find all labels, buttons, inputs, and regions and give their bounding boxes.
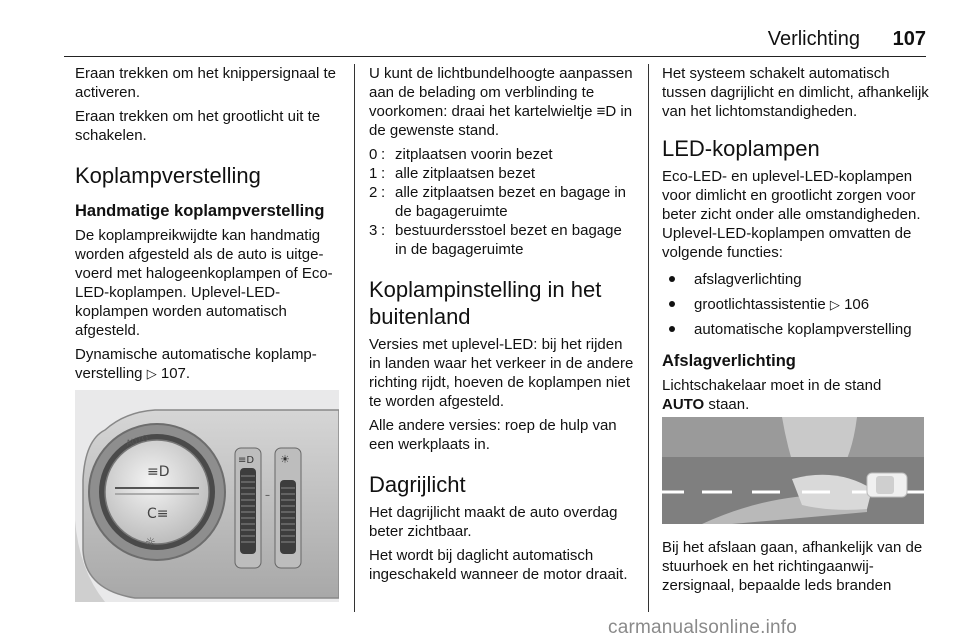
header-rule	[64, 56, 926, 57]
paragraph: Het dagrijlicht maakt de auto overdag beter zichtbaar.	[369, 504, 618, 540]
list-item: grootlichtassistentie ▷ 106	[662, 295, 932, 314]
paragraph-with-icon	[369, 64, 637, 140]
paragraph: Eco-LED- en uplevel-LED-koplampen voor dimlicht en grootlicht zorgen voor beter zicht onder alle omstandigheden. Uplevel-LED-koplampen omvatten de volgende functies:	[662, 168, 921, 261]
auto-label: AUTO	[662, 396, 705, 413]
page-ref-link[interactable]: 107.	[160, 365, 191, 382]
page-ref-icon: ▷	[829, 297, 840, 312]
list-item: 3 : bestuurdersstoel bezet en bagage in de bagageruimte	[369, 222, 622, 258]
column-right-continued	[662, 538, 932, 600]
paragraph: Het systeem schakelt automatisch tussen dagrijlicht en dimlicht, afhankelijk van het lichtomstandigheden.	[662, 65, 929, 120]
paragraph-text: Dynamische automatische koplampverstelling	[75, 346, 317, 382]
light-switch-illustration	[75, 390, 339, 602]
heading-led-koplampen: LED-koplampen	[662, 136, 820, 161]
list-item: 0 : zitplaatsen voorin bezet	[369, 146, 553, 163]
rear-fog-icon: C≡	[147, 506, 169, 522]
subheading-handmatige: Handmatige koplampverstelling	[75, 202, 325, 220]
list-item: 1 : alle zitplaatsen bezet	[369, 165, 536, 182]
paragraph: Het wordt bij daglicht automatisch ingeschakeld wanneer de motor draait.	[369, 547, 628, 583]
front-fog-icon: ≡D	[147, 464, 170, 480]
heading-buitenland: Koplampinstelling in het buitenland	[369, 277, 602, 329]
feature-list	[662, 270, 932, 339]
paragraph: Versies met uplevel-LED: bij het rijden in landen waar het verkeer in de andere richting rijdt, hoeven de koplampen niet te worden afgesteld.	[369, 336, 634, 410]
page-header	[64, 28, 926, 56]
dash-mark: –	[265, 490, 270, 501]
paragraph-text: U kunt de lichtbundelhoogte aanpassen aan de belading om verblinding te voorkomen: draai het kartelwieltje	[369, 65, 633, 120]
column-middle	[369, 64, 637, 589]
paragraph: Eraan trekken om het knippersignaal te activeren.	[75, 65, 336, 101]
paragraph: Alle andere versies: roep de hulp van een werkplaats in.	[369, 417, 617, 453]
column-divider	[354, 64, 355, 612]
heading-dagrijlicht: Dagrijlicht	[369, 472, 466, 497]
list-item: 2 : alle zitplaatsen bezet en bagage in de bagageruimte	[369, 184, 627, 220]
watermark: carmanualsonline.info	[608, 617, 798, 638]
page-ref-link[interactable]: 106	[844, 296, 870, 313]
load-position-list	[369, 145, 637, 259]
section-title: Verlichting	[767, 28, 860, 50]
paragraph-text: in de gewenste stand.	[369, 103, 633, 139]
headlight-range-icon: ≡D	[596, 103, 617, 120]
headlight-range-icon: ≡D	[238, 455, 255, 466]
heading-koplampverstelling: Koplampverstelling	[75, 163, 261, 188]
page-number: 107	[892, 28, 926, 50]
subheading-afslagverlichting: Afslagverlichting	[662, 352, 796, 370]
knob-label-auto: AUTO	[125, 433, 150, 448]
column-left	[75, 64, 343, 388]
page-ref-icon: ▷	[146, 366, 157, 381]
list-item: automatische koplampverstelling	[662, 320, 932, 339]
paragraph-with-bold: Lichtschakelaar moet in de stand AUTO staan.	[662, 377, 882, 413]
paragraph: Bij het afslaan gaan, afhankelijk van de stuurhoek en het richtingaanwijzersignaal, bepaalde leds branden	[662, 539, 923, 594]
paragraph: Eraan trekken om het grootlicht uit te schakelen.	[75, 108, 321, 144]
paragraph: De koplampreikwijdte kan handmatig worden afgesteld als de auto is uitgevoerd met halogeenkoplampen of Eco-LED-koplampen. Uplevel-LED-koplampen worden automatisch afgesteld.	[75, 227, 333, 339]
column-divider	[648, 64, 649, 612]
light-switch-figure	[75, 390, 339, 602]
column-right	[662, 64, 932, 419]
dimmer-icon: ☀	[280, 453, 290, 466]
light-icon: ☼	[145, 535, 156, 549]
cornering-light-illustration	[662, 417, 924, 524]
cornering-light-figure	[662, 417, 924, 524]
list-item: afslagverlichting	[662, 270, 932, 289]
paragraph-with-ref	[75, 345, 343, 383]
